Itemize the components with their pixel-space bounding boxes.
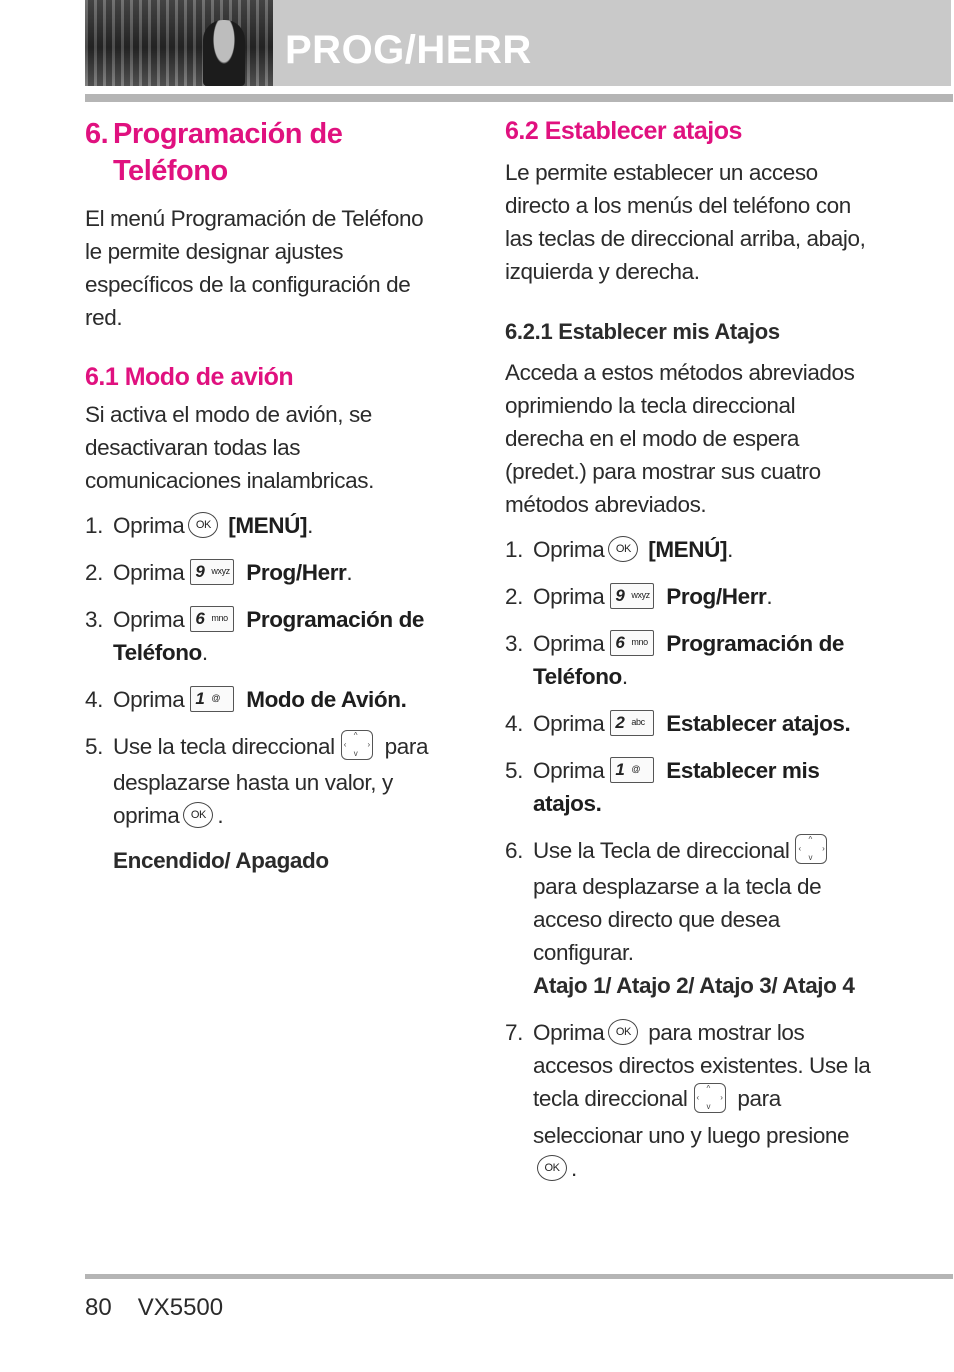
model-name: VX5500 [137,1294,224,1321]
nav-key-icon: ^ v ‹ › [341,730,373,760]
list-item: 2. Oprima 9 wxyz Prog/Herr. [85,560,353,586]
list-item: 4. Oprima 2 abc Establecer atajos. [505,711,851,737]
list-item: 3. Oprima 6 mno Programación de Teléfono. [505,631,845,690]
list-item: 6. Use la Tecla de direccional ^ v ‹ › para desplazarse a la tecla de acceso directo que desea configurar. Atajo 1/ Atajo 2/ Atajo 3/ Atajo 4 [505,834,875,1002]
subsubsection-title: 6.2.1 Establecer mis Atajos [505,319,780,344]
nav-key-icon: ^ v ‹ › [694,1083,726,1113]
list-item: 5. Oprima 1 @ Establecer mis atajos. [505,758,820,817]
list-item: 2. Oprima 9 wxyz Prog/Herr. [505,584,773,610]
footer-rule [85,1274,953,1279]
left-column [85,116,445,891]
shortcut-steps [505,533,875,1185]
list-item: 3. Oprima 6 mno Programación de Teléfono. [85,607,425,666]
list-item: 5. Use la tecla direccional ^ v ‹ › para desplazarse hasta un valor, y oprima OK . Encendido/ Apagado [85,730,445,877]
right-column [505,116,875,1199]
ok-key-icon: OK [183,802,213,828]
ok-key-icon: OK [188,512,218,538]
chapter-title: PROG/HERR [285,28,532,72]
header-rule [85,94,953,102]
subsection-title-shortcuts: 6.2 Establecer atajos [505,117,742,145]
page-footer [85,1294,223,1322]
airplane-steps [85,509,445,877]
key-6-icon: 6 mno [610,630,654,656]
subsection-title-airplane: 6.1 Modo de avión [85,363,294,391]
chapter-header [85,0,951,86]
subsection-text-airplane: Si activa el modo de avión, se desactivaran todas las comunicaciones inalambricas. [85,402,374,493]
ok-key-icon: OK [537,1155,567,1181]
subsection-text-shortcuts: Le permite establecer un acceso directo a los menús del teléfono con las teclas de direccional arriba, abajo, izquierda y derecha. [505,160,866,284]
key-9-icon: 9 wxyz [610,583,654,609]
header-photo [85,0,273,86]
section-intro: El menú Programación de Teléfono le permite designar ajustes específicos de la configuración de red. [85,206,424,330]
subsubsection-text: Acceda a estos métodos abreviados oprimiendo la tecla direccional derecha en el modo de espera (predet.) para mostrar sus cuatro métodos abreviados. [505,360,855,517]
page-number: 80 [85,1294,112,1321]
ok-key-icon: OK [608,536,638,562]
photo-figure [203,20,245,86]
list-item: 1. Oprima OK [MENÚ]. [85,513,313,538]
list-item: 4. Oprima 1 @ Modo de Avión. [85,687,407,713]
key-6-icon: 6 mno [190,606,234,632]
nav-key-icon: ^ v ‹ › [795,834,827,864]
ok-key-icon: OK [608,1019,638,1045]
key-1-icon: 1 @ [190,686,234,712]
key-2-icon: 2 abc [610,710,654,736]
section-title: 6. Programación de Teléfono [85,118,343,187]
shortcut-options: Atajo 1/ Atajo 2/ Atajo 3/ Atajo 4 [533,973,855,999]
key-1-icon: 1 @ [610,757,654,783]
option-values: Encendido/ Apagado [113,848,329,874]
list-item: 7. Oprima OK para mostrar los accesos directos existentes. Use la tecla direccional ^ v ‹ › para seleccionar uno y luego presione OK . [505,1020,871,1181]
key-9-icon: 9 wxyz [190,559,234,585]
list-item: 1. Oprima OK [MENÚ]. [505,537,733,562]
